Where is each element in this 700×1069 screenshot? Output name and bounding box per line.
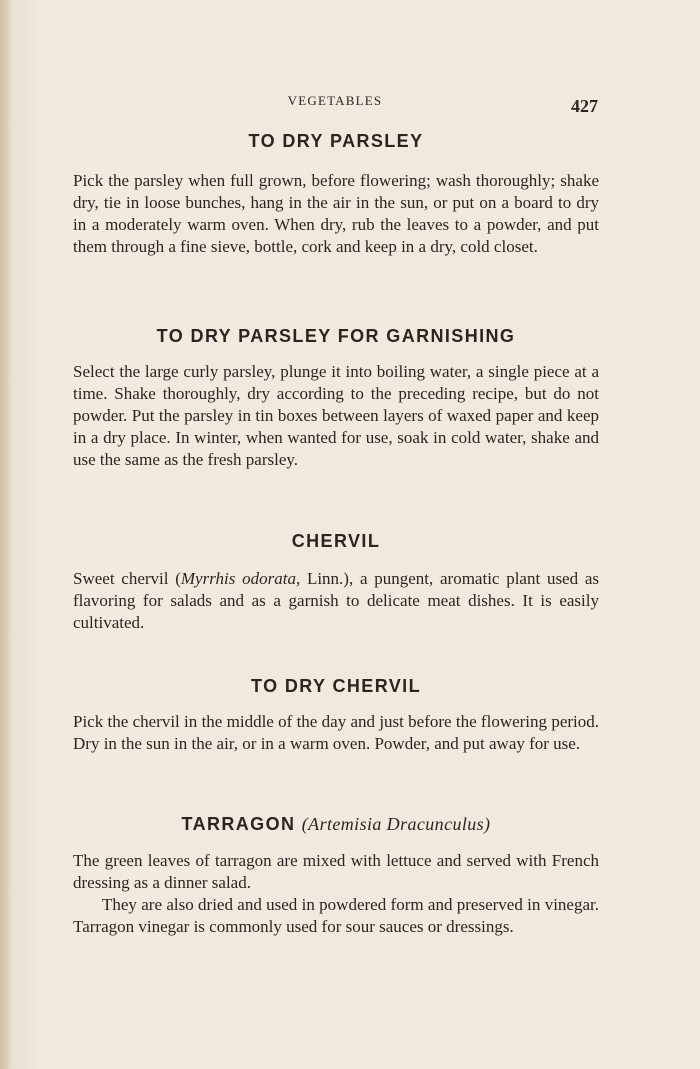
page-number: 427: [571, 96, 598, 116]
tarragon-latin-name: (Artemisia Dracunculus): [301, 814, 491, 834]
section-title-to-dry-chervil: TO DRY CHERVIL: [251, 676, 421, 696]
section-body-parsley-garnishing: Select the large curly parsley, plunge it into boiling water, a single piece at a time. Shake thoroughly, dry according to the preceding recipe, but do not powder. Put the parsley in tin boxes between layers of waxed paper and keep in a dry place. In winter, when wanted for use, soak in cold water, shake and use the same as the fresh parsley.: [73, 362, 599, 469]
section-title-parsley-garnishing: TO DRY PARSLEY FOR GARNISHING: [156, 326, 516, 346]
running-head: VEGETABLES: [287, 93, 383, 108]
tarragon-title: TARRAGON: [181, 814, 296, 834]
section-body-tarragon: The green leaves of tarragon are mixed with lettuce and served with French dressing as a dinner salad.: [73, 851, 599, 892]
section-title-tarragon: [0, 814, 672, 835]
section-body-tarragon-2: They are also dried and used in powdered form and preserved in vinegar. Tarragon vinegar is commonly used for sour sauces or dressings.: [73, 895, 599, 936]
section-title-chervil: CHERVIL: [291, 531, 381, 551]
section-body-chervil: [73, 568, 599, 634]
chervil-body-before: Sweet chervil (: [73, 569, 181, 588]
section-title-to-dry-parsley: TO DRY PARSLEY: [248, 131, 424, 151]
chervil-body-after: Linn.), a pungent, aromatic plant used as flavoring for salads and as a garnish to delicate meat dishes. It is easily cultivated.: [73, 569, 600, 632]
section-body-to-dry-chervil: Pick the chervil in the middle of the day and just before the flowering period. Dry in the sun in the air, or in a warm oven. Powder, and put away for use.: [73, 712, 599, 753]
section-body-to-dry-parsley: Pick the parsley when full grown, before flowering; wash thoroughly; shake dry, tie in loose bunches, hang in the air in the sun, or put on a board to dry in a moderately warm oven. When dry, rub the leaves to a powder, and put them through a fine sieve, bottle, cork and keep in a dry, cold closet.: [73, 171, 599, 256]
chervil-latin-name: Myrrhis odorata,: [180, 569, 301, 588]
